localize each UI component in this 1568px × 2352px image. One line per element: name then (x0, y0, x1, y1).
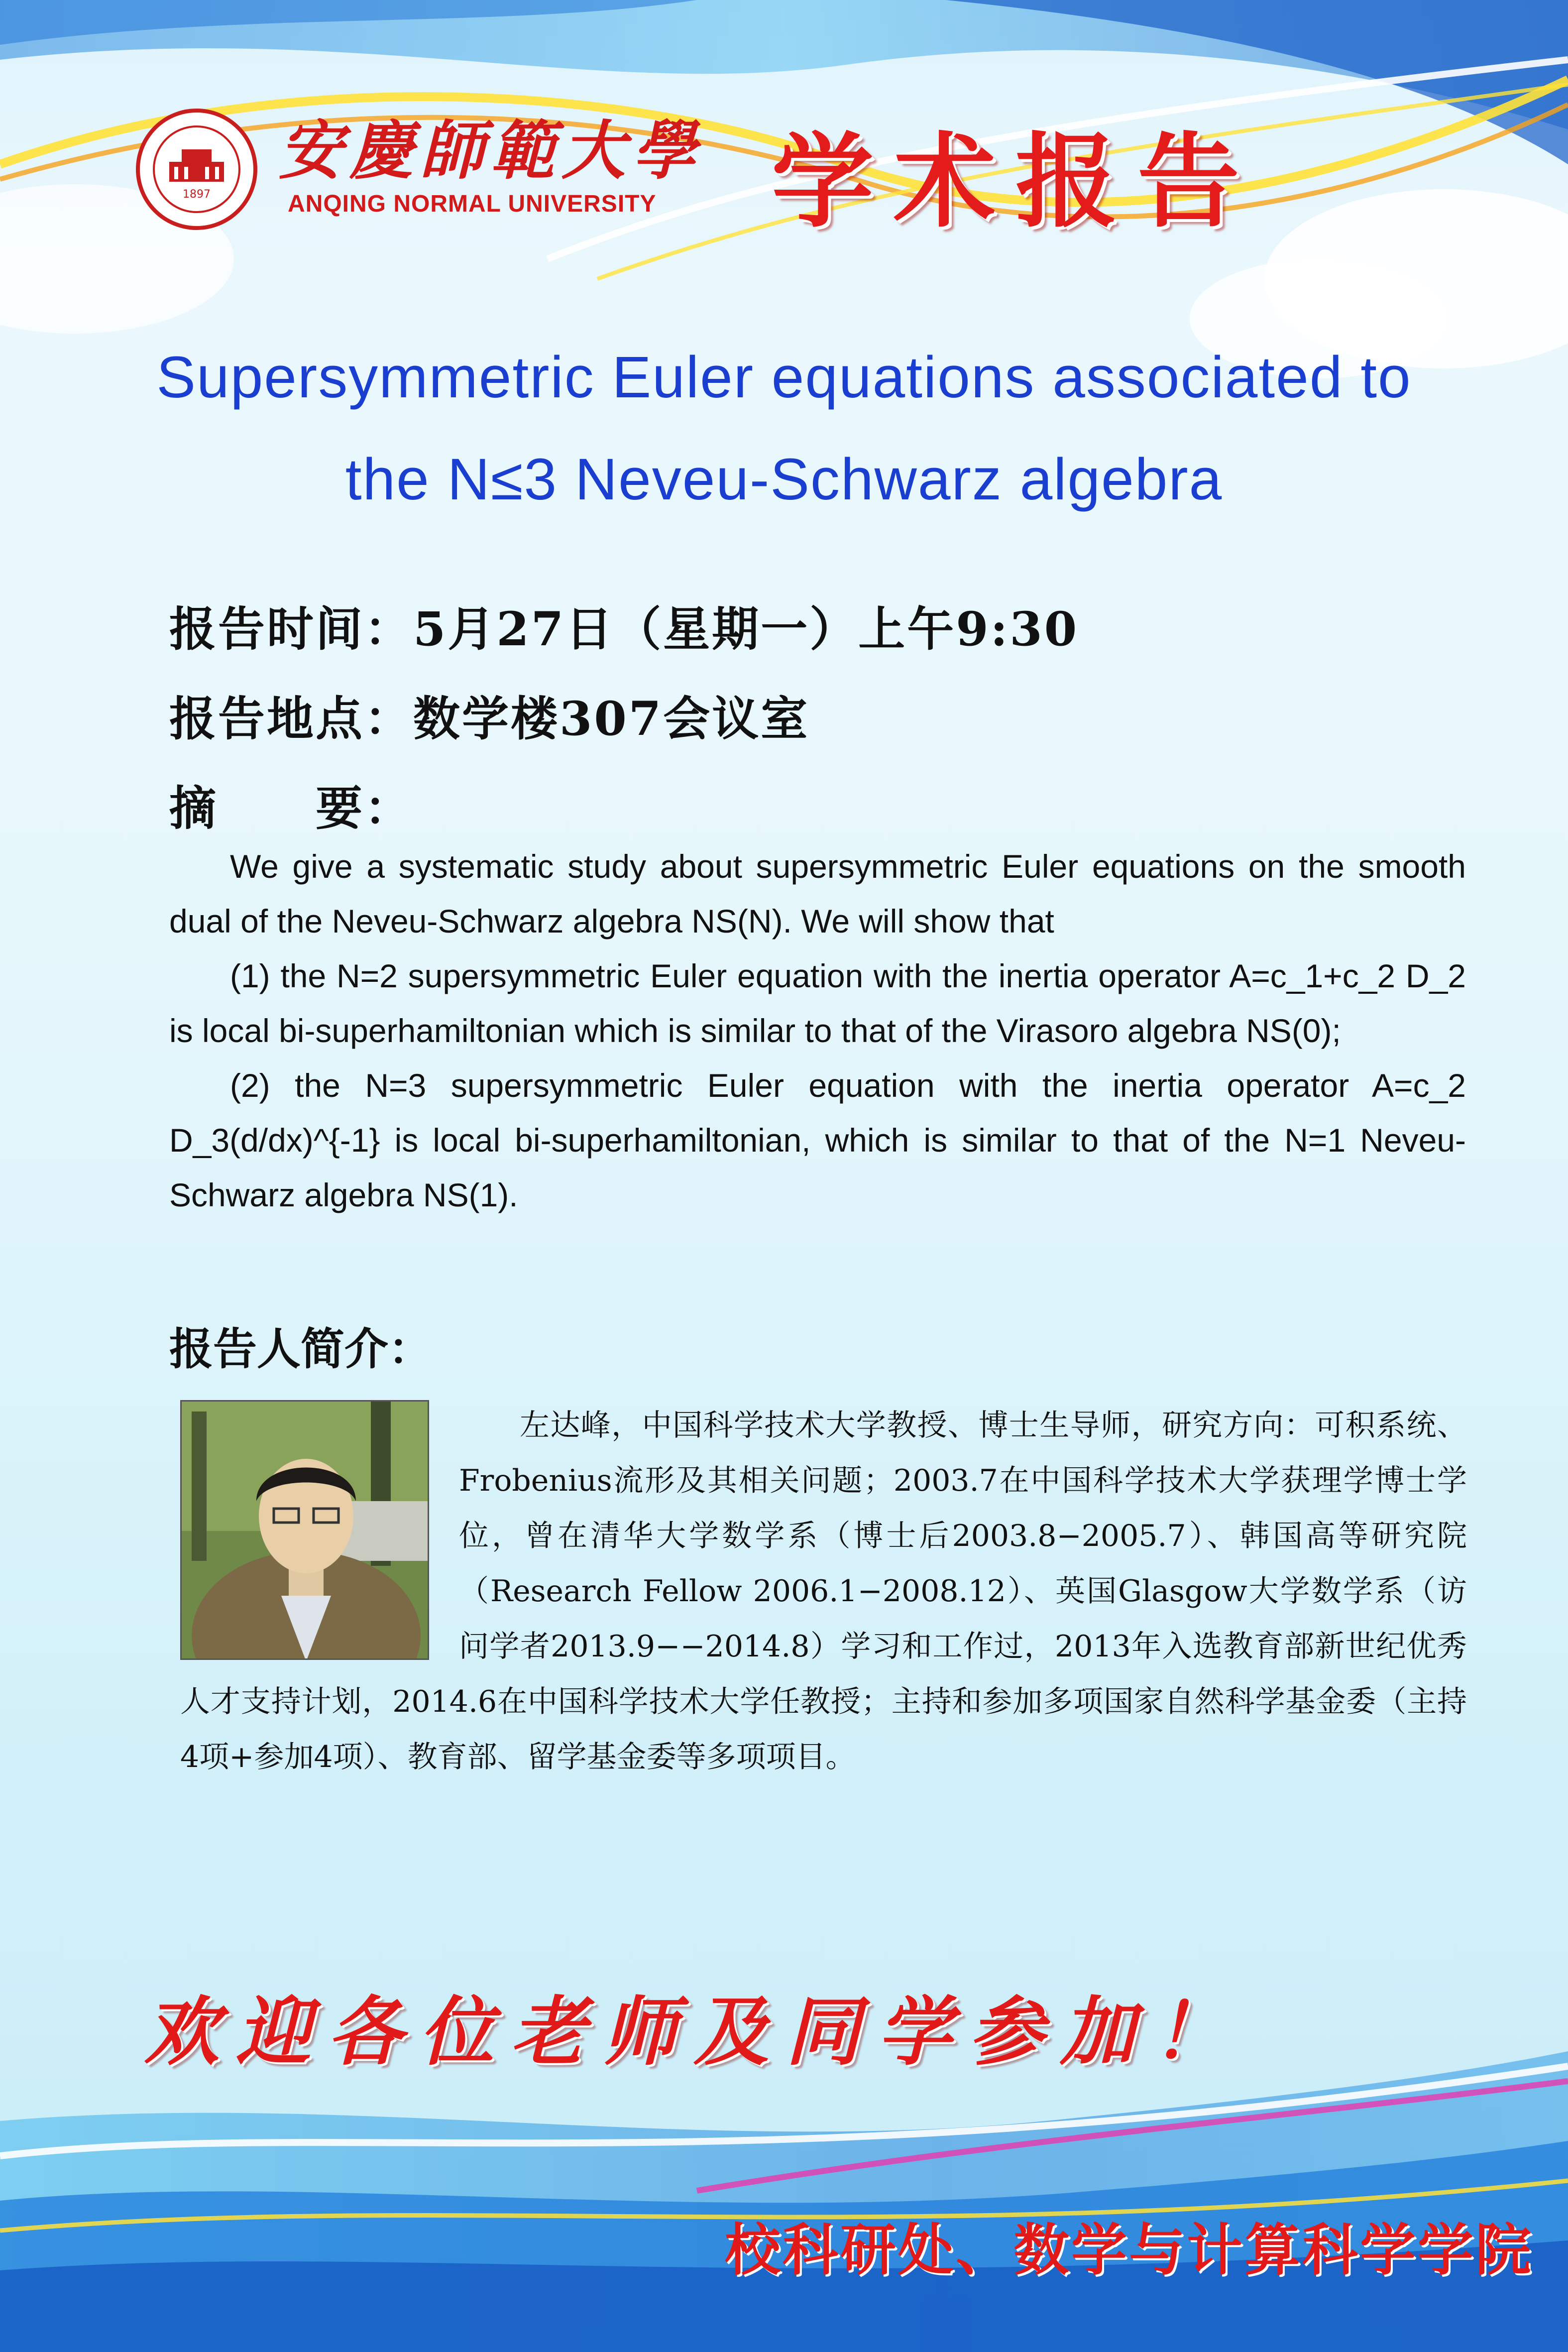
abstract-body (169, 839, 1466, 1222)
abstract-paragraph-1: We give a systematic study about supersymmetric Euler equations on the smooth dual of the Neveu-Schwarz algebra NS(N). We will show that (169, 848, 1466, 940)
speaker-heading: 报告人简介： (169, 1323, 433, 1375)
university-name-en: ANQING NORMAL UNIVERSITY (288, 191, 657, 217)
abstract-paragraph-3: (2) the N=3 supersymmetric Euler equation with the inertia operator A=c_2 D_3(d/dx)^{-1} is local bi-superhamiltonian, which is similar to that of the N=1 Neveu-Schwarz algebra NS(1). (169, 1067, 1466, 1213)
talk-time: 报告时间：5月27日（星期一）上午9:30 (169, 602, 1079, 657)
svg-text:1897: 1897 (183, 188, 211, 201)
welcome-message: 欢迎各位老师及同学参加！ (144, 1988, 1244, 2076)
speaker-bio-text: 左达峰，中国科学技术大学教授、博士生导师，研究方向：可积系统、Frobenius流形及其相关问题；2003.7在中国科学技术大学获理学博士学位，曾在清华大学数学系（博士后2003.8−2005.7）、韩国高等研究院（Research Fellow 2006.1−2008.12）、英国Glasgow大学数学系（访问学者2013.9−−2014.8）学习和工作过，2013年入选教育部新世纪优秀人才支持计划，2014.6在中国科学技术大学任教授；主持和参加多项国家自然科学基金委（主持4项+参加4项）、教育部、留学基金委等多项项目。 (180, 1408, 1467, 1774)
talk-place: 报告地点：数学楼307会议室 (169, 692, 810, 746)
abstract-paragraph-2: (1) the N=2 supersymmetric Euler equation with the inertia operator A=c_1+c_2 D_2 is local bi-superhamiltonian which is similar to that of the Virasoro algebra NS(0); (169, 957, 1466, 1049)
abstract-label: 摘 要： (169, 781, 414, 836)
speaker-bio (180, 1398, 1467, 1785)
university-name-cn: 安慶師範大學 (279, 114, 703, 188)
organizer-footer: 校科研处、数学与计算科学学院 (725, 2218, 1533, 2283)
talk-title-line-2: the N≤3 Neveu-Schwarz algebra (345, 447, 1223, 512)
photo-spacer (180, 1398, 459, 1674)
talk-title-line-1: Supersymmetric Euler equations associated to (156, 345, 1412, 410)
banner-title: 学术报告 (772, 122, 1259, 241)
university-seal-icon (134, 107, 259, 232)
